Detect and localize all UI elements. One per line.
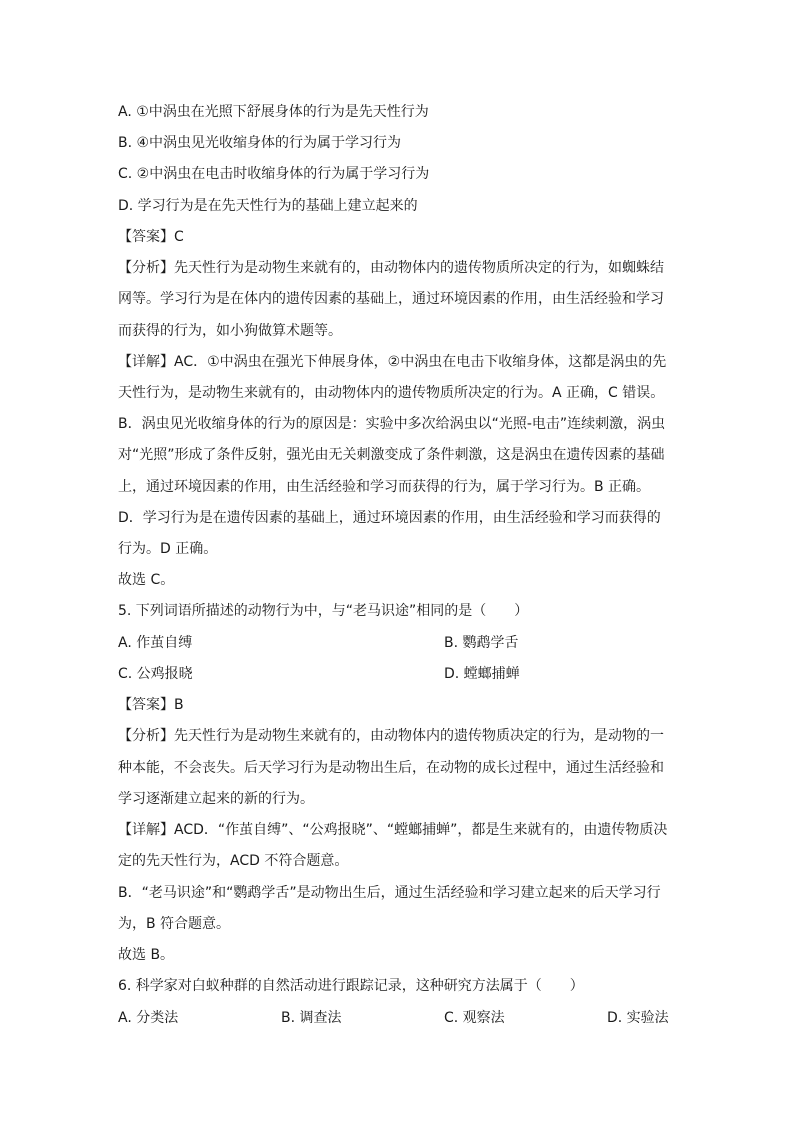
q4-conclusion: 故选 C。 (118, 572, 175, 588)
q4-analysis-line: 【分析】先天性行为是动物生来就有的，由动物体内的遗传物质所决定的行为，如蜘蛛结 (118, 260, 664, 276)
q5-answer: 【答案】B (118, 697, 184, 713)
q4-option-d: D. 学习行为是在先天性行为的基础上建立起来的 (118, 198, 418, 214)
q5-option-c: C. 公鸡报晓 (118, 666, 193, 682)
q6-option-c: C. 观察法 (444, 1010, 505, 1026)
q6-option-b: B. 调查法 (281, 1010, 342, 1026)
q4-detail-line: 【详解】AC．①中涡虫在强光下伸展身体，②中涡虫在电击下收缩身体，这都是涡虫的先 (118, 354, 667, 370)
q4-detail-line: B．涡虫见光收缩身体的行为的原因是：实验中多次给涡虫以“光照-电击”连续刺激，涡虫 (118, 416, 666, 432)
q4-detail-line: 行为。D 正确。 (118, 541, 218, 557)
q5-detail-line: 定的先天性行为，ACD 不符合题意。 (118, 853, 349, 869)
q4-option-b: B. ④中涡虫见光收缩身体的行为属于学习行为 (118, 135, 402, 151)
q5-detail-line: 【详解】ACD．“作茧自缚”、“公鸡报晓”、“螳螂捕蝉”，都是生来就有的，由遗传物质决 (118, 822, 668, 838)
q5-detail-line: 为，B 符合题意。 (118, 916, 231, 932)
q5-conclusion: 故选 B。 (118, 947, 175, 963)
q4-option-a: A. ①中涡虫在光照下舒展身体的行为是先天性行为 (118, 104, 429, 120)
q6-option-a: A. 分类法 (118, 1010, 179, 1026)
q4-option-c: C. ②中涡虫在电击时收缩身体的行为属于学习行为 (118, 166, 430, 182)
q4-analysis-line: 网等。学习行为是在体内的遗传因素的基础上，通过环境因素的作用，由生活经验和学习 (118, 291, 664, 307)
q5-option-d: D. 螳螂捕蝉 (444, 666, 520, 682)
q4-detail-line: 上，通过环境因素的作用，由生活经验和学习而获得的行为，属于学习行为。B 正确。 (118, 479, 651, 495)
q5-option-a: A. 作茧自缚 (118, 635, 193, 651)
q5-analysis-line: 学习逐渐建立起来的新的行为。 (118, 791, 314, 807)
q5-stem: 5. 下列词语所描述的动物行为中，与“老马识途”相同的是（ ） (118, 603, 529, 619)
q4-detail-line: 对“光照”形成了条件反射，强光由无关刺激变成了条件刺激，这是涡虫在遗传因素的基础 (118, 447, 665, 463)
q5-option-b: B. 鹦鹉学舌 (444, 635, 519, 651)
q5-analysis-line: 【分析】先天性行为是动物生来就有的，由动物体内的遗传物质决定的行为，是动物的一 (118, 728, 664, 744)
q6-option-d: D. 实验法 (607, 1010, 669, 1026)
q4-detail-line: D．学习行为是在遗传因素的基础上，通过环境因素的作用，由生活经验和学习而获得的 (118, 510, 661, 526)
q4-analysis-line: 而获得的行为，如小狗做算术题等。 (118, 323, 342, 339)
q5-detail-line: B．“老马识途”和“鹦鹉学舌”是动物出生后，通过生活经验和学习建立起来的后天学习行 (118, 885, 661, 901)
q4-answer: 【答案】C (118, 229, 184, 245)
q4-detail-line: 天性行为，是动物生来就有的，由动物体内的遗传物质所决定的行为。A 正确，C 错误。 (118, 385, 665, 401)
q6-stem: 6. 科学家对白蚁种群的自然活动进行跟踪记录，这种研究方法属于（ ） (118, 978, 584, 994)
q5-analysis-line: 种本能，不会丧失。后天学习行为是动物出生后，在动物的成长过程中，通过生活经验和 (118, 760, 664, 776)
